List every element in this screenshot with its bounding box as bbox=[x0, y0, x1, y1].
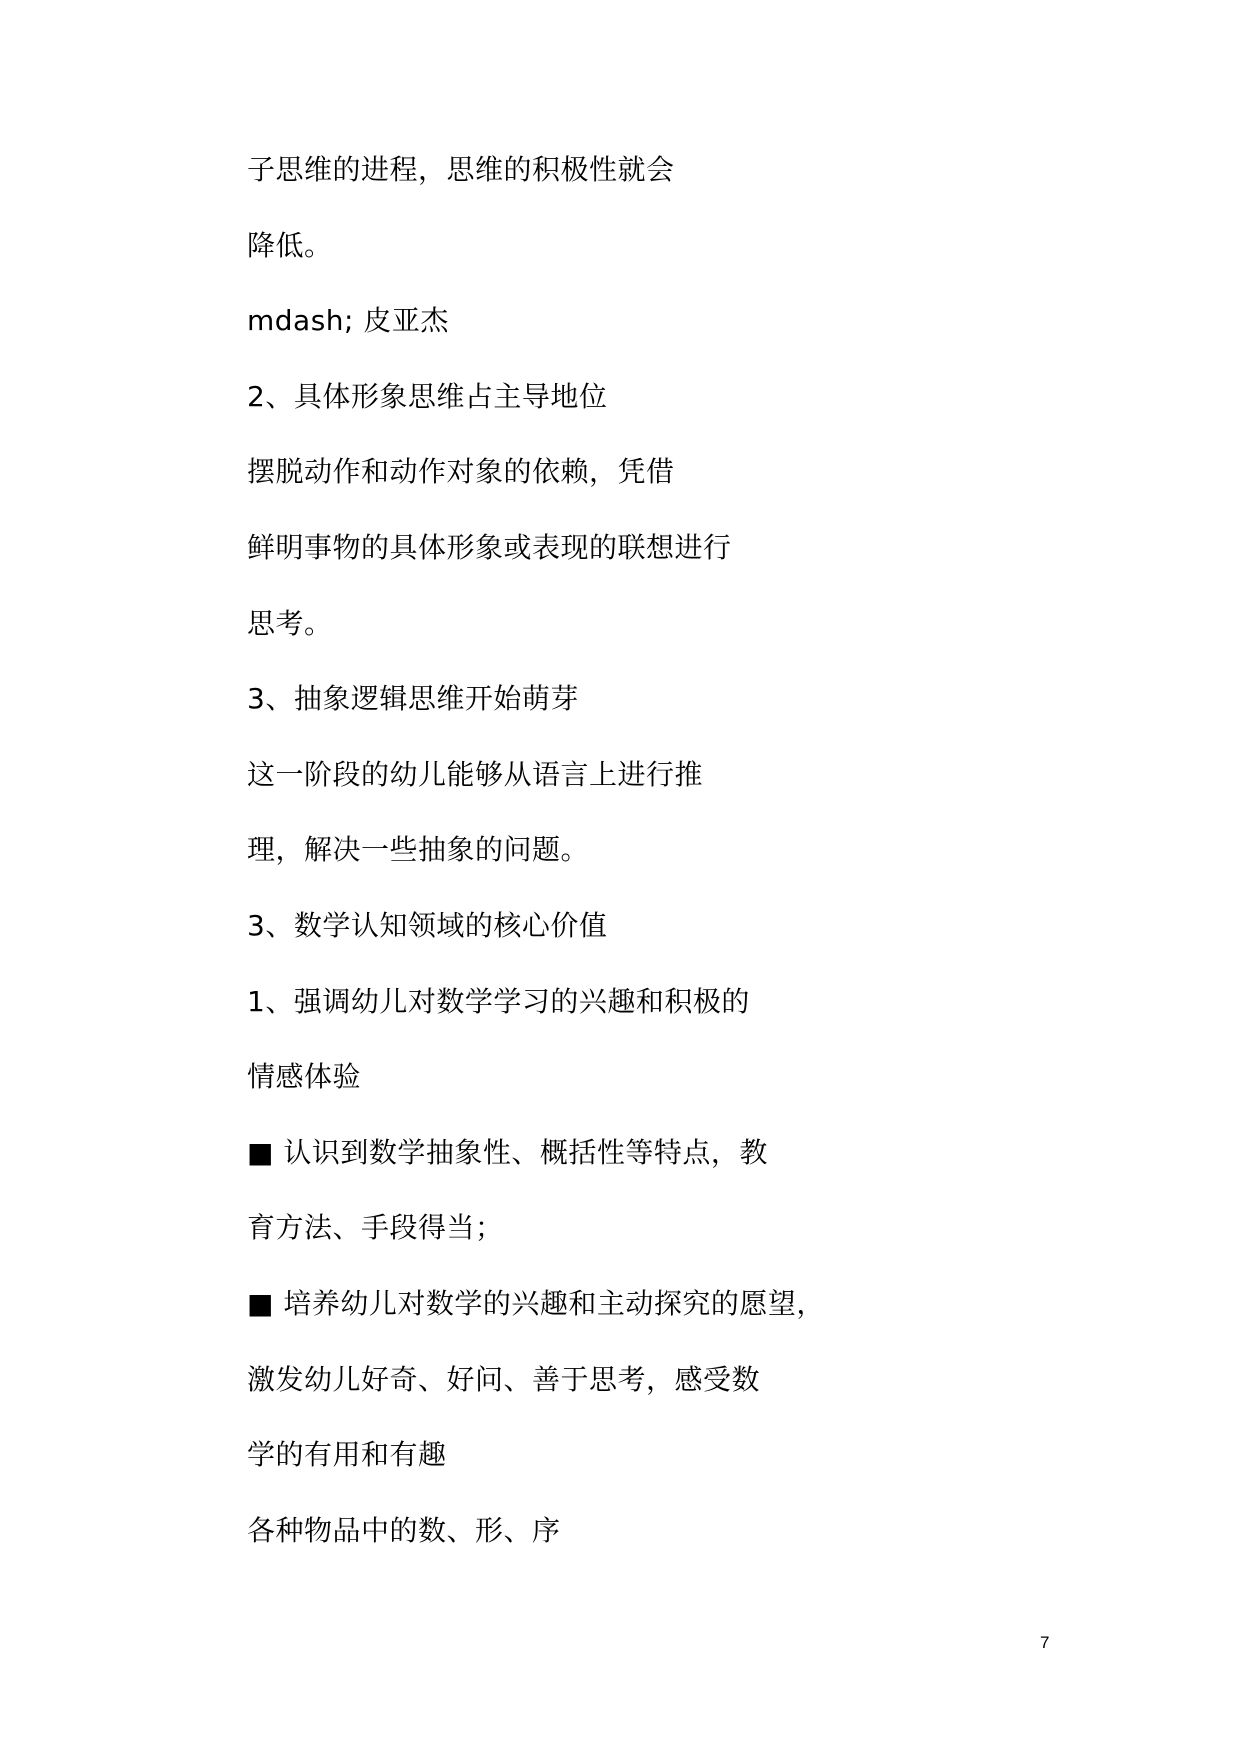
body-text bbox=[247, 145, 1067, 1581]
text-line: 育方法、手段得当； bbox=[247, 1211, 504, 1245]
bullet-line: ■ 培养幼儿对数学的兴趣和主动探究的愿望， bbox=[247, 1286, 825, 1320]
page-number: 7 bbox=[1040, 1633, 1050, 1652]
text-line: 各种物品中的数、形、序 bbox=[247, 1513, 561, 1547]
text-line: 理，解决一些抽象的问题。 bbox=[247, 833, 590, 867]
text-line: 情感体验 bbox=[247, 1060, 362, 1094]
text-line: 这一阶段的幼儿能够从语言上进行推 bbox=[247, 757, 704, 791]
bullet-line: ■ 认识到数学抽象性、概括性等特点，教 bbox=[247, 1135, 768, 1169]
text-line: 思考。 bbox=[247, 606, 333, 640]
text-line: 摆脱动作和动作对象的依赖，凭借 bbox=[247, 455, 675, 489]
text-line: 子思维的进程，思维的积极性就会 bbox=[247, 153, 675, 186]
text-line: 学的有用和有趣 bbox=[247, 1438, 447, 1472]
text-line: 激发幼儿好奇、好问、善于思考，感受数 bbox=[247, 1362, 761, 1396]
section-heading: 2、具体形象思维占主导地位 bbox=[247, 379, 608, 413]
section-heading: 1、强调幼儿对数学学习的兴趣和积极的 bbox=[247, 984, 750, 1018]
text-line: 鲜明事物的具体形象或表现的联想进行 bbox=[247, 530, 732, 564]
section-heading: 3、数学认知领域的核心价值 bbox=[247, 908, 608, 942]
section-heading: 3、抽象逻辑思维开始萌芽 bbox=[247, 682, 579, 716]
text-line: 降低。 bbox=[247, 228, 333, 262]
text-line: mdash; 皮亚杰 bbox=[247, 304, 449, 338]
